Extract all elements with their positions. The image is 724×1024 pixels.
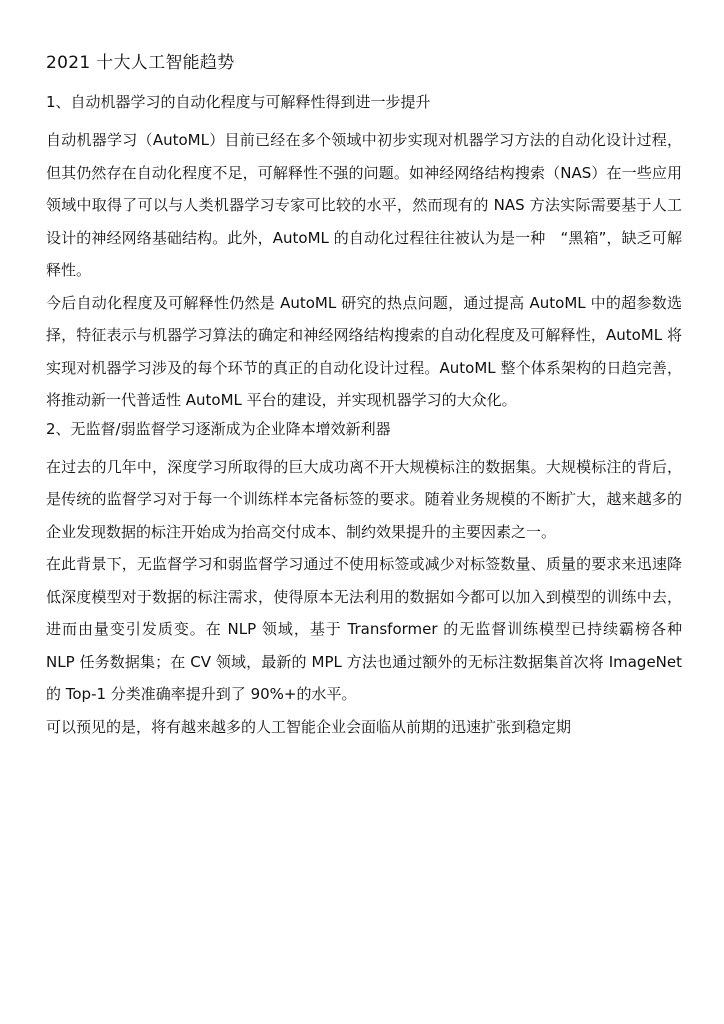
section-2-heading: 2、无监督/弱监督学习逐渐成为企业降本增效新利器 <box>46 419 391 438</box>
section-1-paragraph-1: 自动机器学习（AutoML）目前已经在多个领域中初步实现对机器学习方法的自动化设计过程，但其仍然存在自动化程度不足，可解释性不强的问题。如神经网络结构搜索（NAS）在一些应用领域中取得了可以与人类机器学习专家可比较的水平，然而现有的 NAS 方法实际需要基于人工设计的神经网络基础结构。此外，AutoML 的自动化过程往往被认为是一种 “黑箱”，缺乏可解释性。 <box>46 131 682 279</box>
section-2-paragraph-2: 在此背景下，无监督学习和弱监督学习通过不使用标签或减少对标签数量、质量的要求来迅速降低深度模型对于数据的标注需求，使得原本无法利用的数据如今都可以加入到模型的训练中去，进而由量变引发质变。在 NLP 领域，基于 Transformer 的无监督训练模型已持续霸榜各种 NLP 任务数据集；在 CV 领域，最新的 MPL 方法也通过额外的无标注数据集首次将 ImageNet 的 Top-1 分类准确率提升到了 90%+的水平。 <box>46 555 682 703</box>
section-2-paragraph-1: 在过去的几年中，深度学习所取得的巨大成功离不开大规模标注的数据集。大规模标注的背后，是传统的监督学习对于每一个训练样本完备标签的要求。随着业务规模的不断扩大，越来越多的企业发现数据的标注开始成为抬高交付成本、制约效果提升的主要因素之一。 <box>46 457 682 541</box>
section-1-heading: 1、自动机器学习的自动化程度与可解释性得到进一步提升 <box>46 93 431 111</box>
document-title: 2021 十大人工智能趋势 <box>46 53 235 73</box>
section-2-paragraph-3: 可以预见的是，将有越来越多的人工智能企业会面临从前期的迅速扩张到稳定期 <box>46 717 572 736</box>
section-1-paragraph-2: 今后自动化程度及可解释性仍然是 AutoML 研究的热点问题，通过提高 AutoML 中的超参数选择，特征表示与机器学习算法的确定和神经网络结构搜索的自动化程度及可解释性，AutoML 将实现对机器学习涉及的每个环节的真正的自动化设计过程。AutoML 整个体系架构的日趋完善，将推动新一代普适性 AutoML 平台的建设，并实现机器学习的大众化。 <box>46 293 682 409</box>
document-page <box>46 52 682 743</box>
